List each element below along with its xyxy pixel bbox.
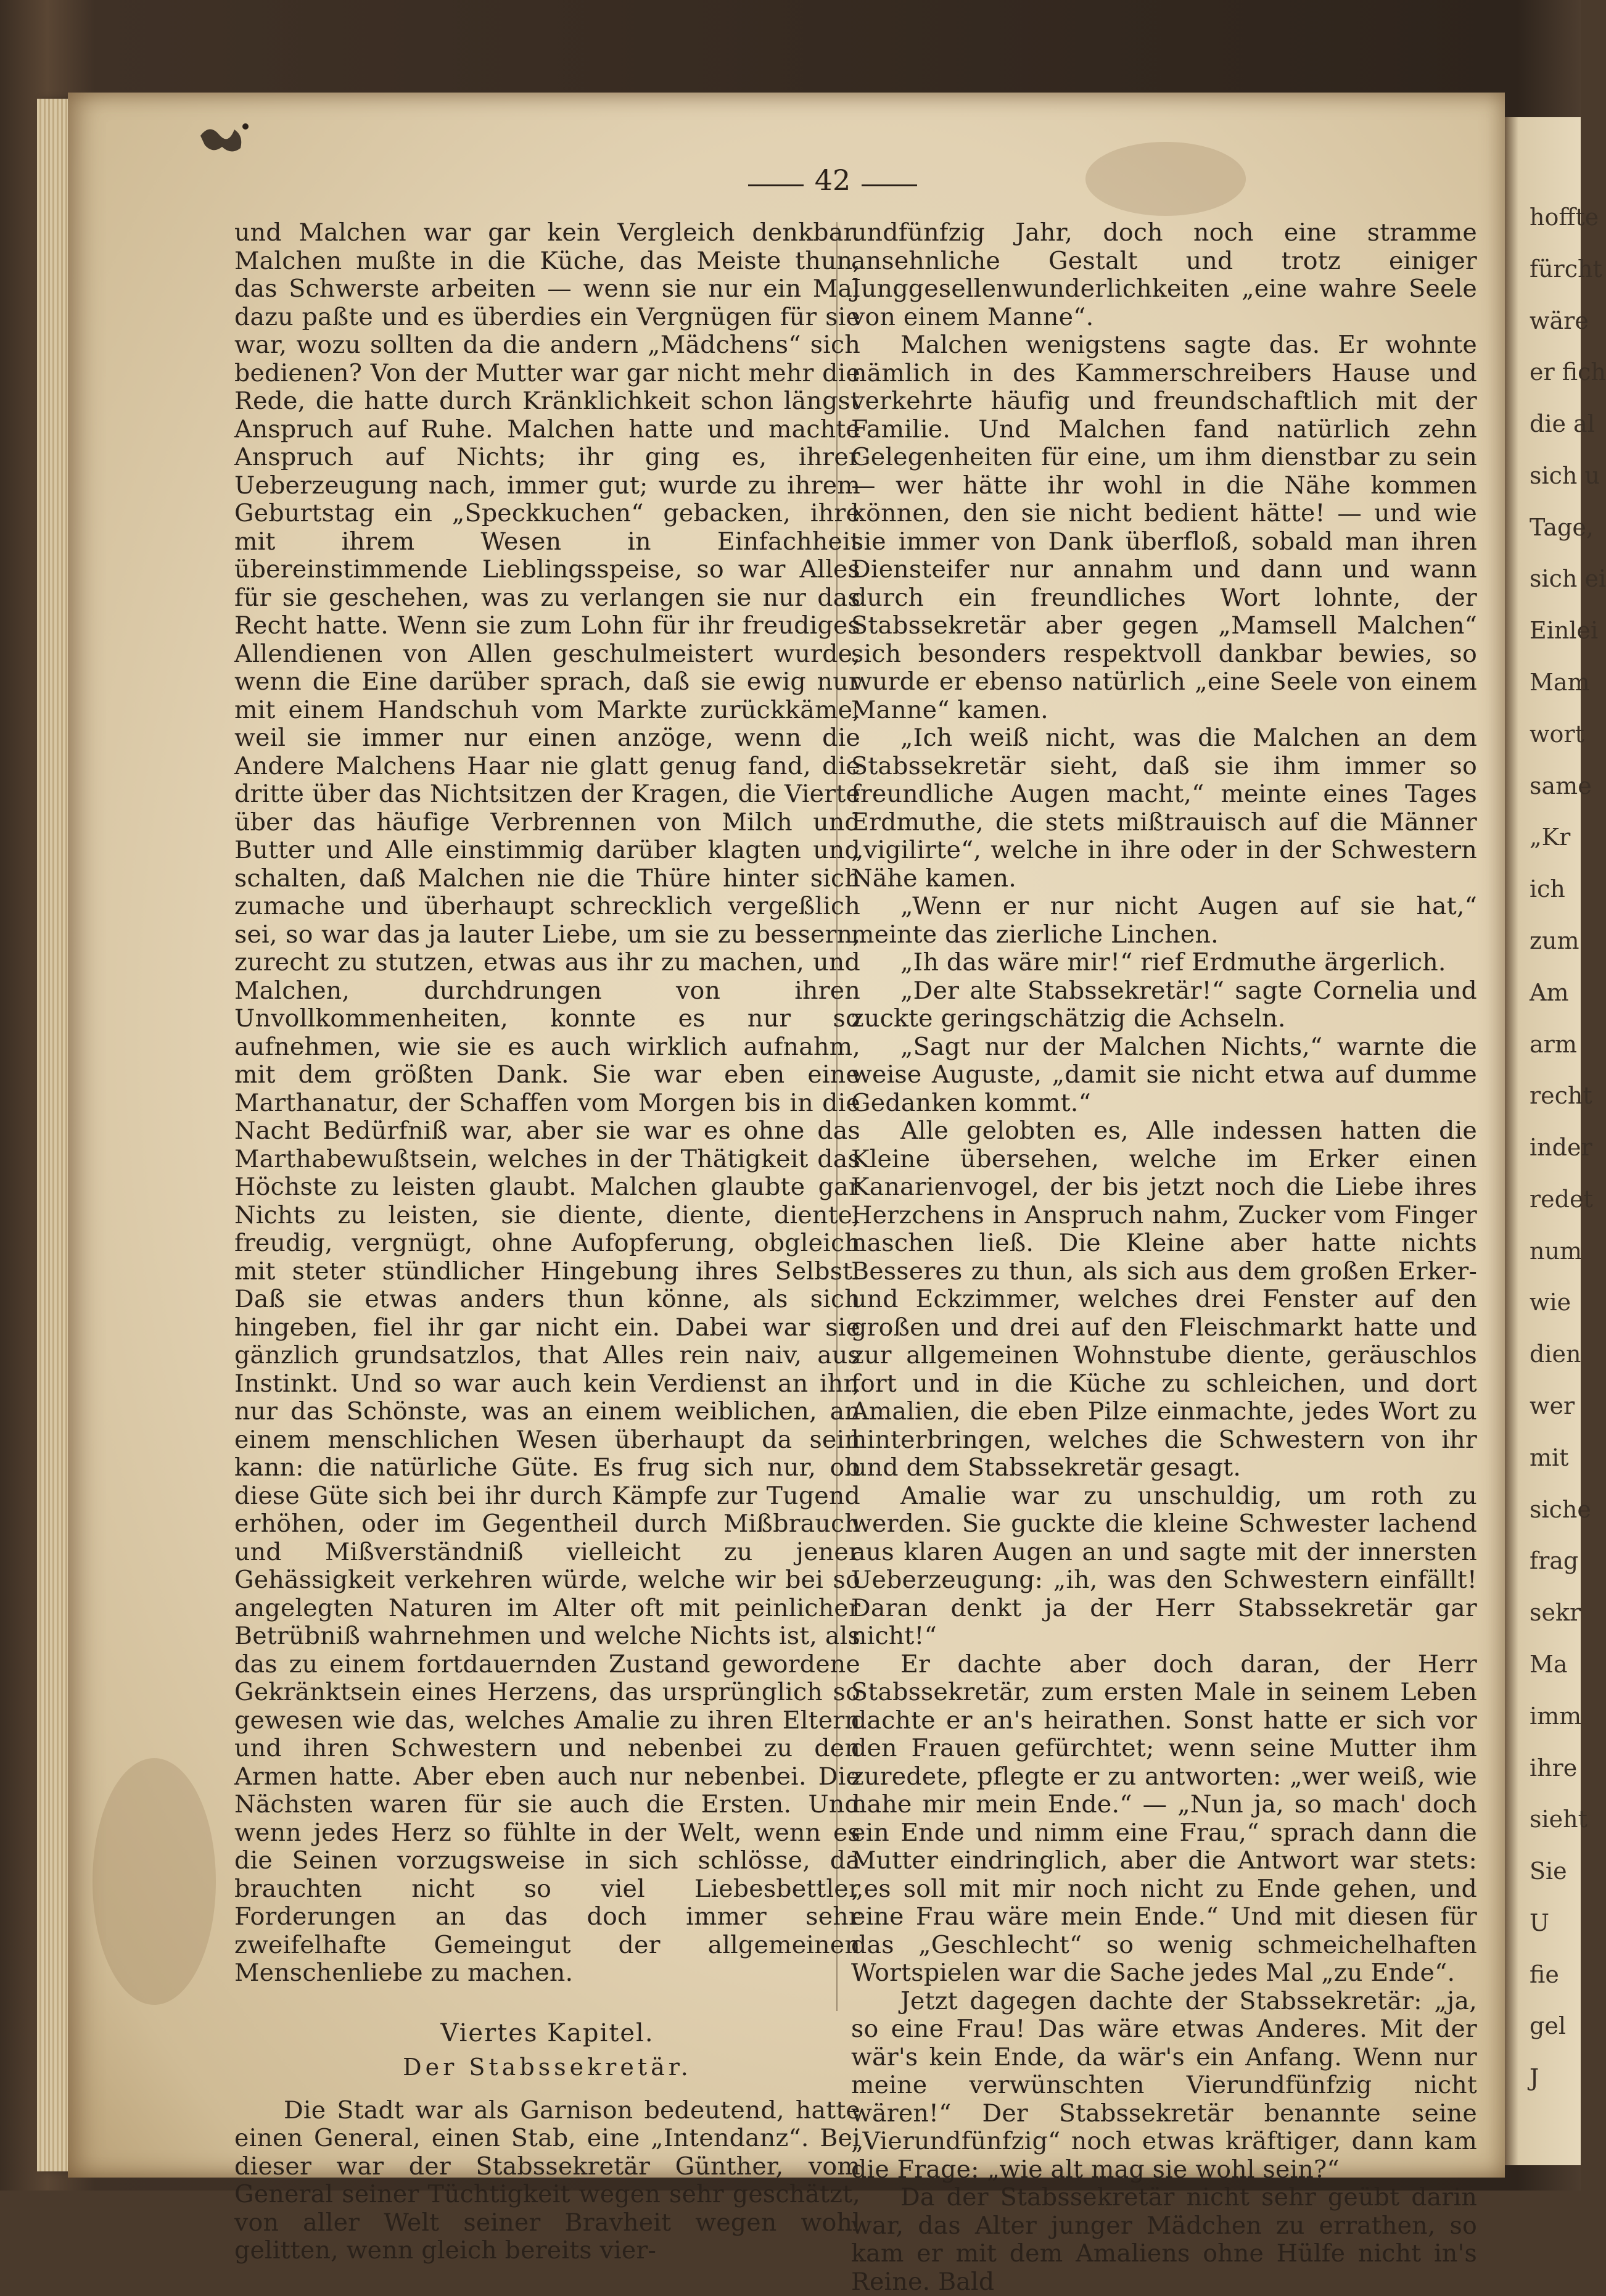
body-paragraph: undfünfzig Jahr, doch noch eine stramme ansehnliche Gestalt und trotz einiger Junggesellenwunderlichkeiten „eine wahre Seele von einem Manne“. xyxy=(851,218,1477,331)
next-page-fragment: frag xyxy=(1530,1547,1579,1575)
next-page-fragment: Einlei xyxy=(1530,617,1599,645)
body-paragraph: Jetzt dagegen dachte der Stabssekretär: „ja, so eine Frau! Das wäre etwas Anderes. Mit der wär's kein Ende, da wär's ein Anfang. Wenn nur meine verwünschten Vierundfünfzig nicht wären!“ Der Stabssekretär benannte seine „Vierundfünfzig“ noch etwas kräftiger, dann kam die Frage: „wie alt mag sie wohl sein?“ xyxy=(851,1986,1477,2184)
right-ornament xyxy=(862,184,917,186)
next-page-fragment: sieht xyxy=(1530,1806,1587,1833)
next-page-fragment: imm xyxy=(1530,1702,1582,1730)
next-page-fragment: Tage, xyxy=(1530,513,1594,541)
next-page-edge xyxy=(1505,117,1606,2165)
next-page-fragment: gel xyxy=(1530,2012,1566,2040)
next-page-fragment: die al xyxy=(1530,410,1595,438)
next-page-fragment: redet xyxy=(1530,1185,1593,1213)
page-header xyxy=(715,162,950,199)
ink-smudge-icon xyxy=(197,117,253,160)
next-page-fragment: wer xyxy=(1530,1392,1575,1420)
next-page-fragment: recht xyxy=(1530,1082,1592,1110)
body-paragraph: Da der Stabssekretär nicht sehr geübt darin war, das Alter junger Mädchen zu errathen, so kam er mit dem Amaliens ohne Hülfe nicht in's Reine. Bald xyxy=(851,2183,1477,2296)
next-page-fragment: mit xyxy=(1530,1443,1569,1471)
next-page-fragment: hoffte xyxy=(1530,204,1599,231)
next-page-fragment: Sie xyxy=(1530,1857,1567,1885)
next-page-fragment: „Kr xyxy=(1530,824,1571,851)
body-paragraph: „Ih das wäre mir!“ rief Erdmuthe ärgerlich. xyxy=(900,948,1446,977)
body-paragraph: und Malchen war gar kein Vergleich denkbar. Malchen mußte in die Küche, das Meiste thun, das Schwerste arbeiten — wenn sie nur ein Mal dazu paßte und es überdies ein Vergnügen für sie war, wozu sollten da die andern „Mädchens“ sich bedienen? Von der Mutter war gar nicht mehr die Rede, die hatte durch Kränklichkeit schon längst Anspruch auf Ruhe. Malchen hatte und machte Anspruch auf Nichts; ihr ging es, ihrer Ueberzeugung nach, immer gut; wurde zu ihrem Geburtstag ein „Speckkuchen“ gebacken, ihre mit ihrem Wesen in Einfachheit übereinstimmende Lieblingsspeise, so war Alles für sie geschehen, was zu verlangen sie nur das Recht hatte. Wenn sie zum Lohn für ihr freudiges Allendienen von Allen geschulmeistert wurde, wenn die Eine darüber sprach, daß sie ewig nur mit einem Handschuh vom Markte zurückkäme, weil sie immer nur einen anzöge, wenn die Andere Malchens Haar nie glatt genug fand, die dritte über das Nichtsitzen der Kragen, die Vierte über das häufige Verbrennen von Milch und Butter und Alle einstimmig darüber klagten und schalten, daß Malchen nie die Thüre hinter sich zumache und überhaupt schrecklich vergeßlich sei, so war das ja lauter Liebe, um sie zu bessern, zurecht zu stutzen, etwas aus ihr zu machen, und Malchen, durchdrungen von ihren Unvollkommenheiten, konnte es nur so aufnehmen, wie sie es auch wirklich aufnahm, mit dem größten Dank. Sie war eben eine Marthanatur, der Schaffen vom Morgen bis in die Nacht Bedürfniß war, aber sie war es ohne das Marthabewußtsein, welches in der Thätigkeit das Höchste zu leisten glaubt. Malchen glaubte gar Nichts zu leisten, sie diente, diente, diente, freudig, vergnügt, ohne Aufopferung, obgleich mit steter stündlicher Hingebung ihres Selbst. Daß sie etwas anders thun könne, als sich hingeben, fiel ihr gar nicht ein. Dabei war sie gänzlich grundsatzlos, that Alles rein naiv, aus Instinkt. Und so war auch kein Verdienst an ihr, nur das Schönste, was an einem weiblichen, an einem menschlichen Wesen überhaupt da sein kann: die natürliche Güte. Es frug sich nur, ob diese Güte sich bei ihr durch Kämpfe zur Tugend erhöhen, oder im Gegentheil durch Mißbrauch und Mißverständniß vielleicht zu jener Gehässigkeit verkehren würde, welche wir bei so angelegten Naturen im Alter oft mit peinlicher Betrübniß wahrnehmen und welche Nichts ist, als das zu einem fortdauernden Zustand gewordene Gekränktsein eines Herzens, das ursprünglich so gewesen wie das, welches Amalie zu ihren Eltern und ihren Schwestern und nebenbei zu den Armen hatte. Aber eben auch nur nebenbei. Die Nächsten waren für sie auch die Ersten. Und wenn jedes Herz so fühlte in der Welt, wenn es die Seinen vorzugsweise in sich schlösse, da brauchten nicht so viel Liebesbettler Forderungen an das doch immer sehr zweifelhafte Gemeingut der allgemeinen Menschenliebe zu machen. xyxy=(234,218,860,1987)
next-page-fragment: zum xyxy=(1530,927,1579,954)
next-page-fragment: same xyxy=(1530,772,1592,799)
left-column xyxy=(234,219,860,2265)
next-page-fragment: sich u xyxy=(1530,461,1600,489)
chapter-title: Viertes Kapitel. xyxy=(440,2018,654,2047)
next-page-fragment: sich ei xyxy=(1530,565,1606,593)
body-paragraph: „Wenn er nur nicht Augen auf sie hat,“ meinte das zierliche Linchen. xyxy=(851,892,1477,949)
body-paragraph: Er dachte aber doch daran, der Herr Stabssekretär, zum ersten Male in seinem Leben dachte er an's heirathen. Sonst hatte er sich vor den Frauen gefürchtet; wenn seine Mutter ihm zuredete, pflegte er zu antworten: „wer weiß, wie nahe mir mein Ende.“ — „Nun ja, so mach' doch ein Ende und nimm eine Frau,“ sprach dann die Mutter eindringlich, aber die Antwort war stets: „es soll mit mir noch nicht zu Ende gehen, und eine Frau wäre mein Ende.“ Und mit diesen für das „Geschlecht“ so wenig schmeichelhaften Wortspielen war die Sache jedes Mal „zu Ende“. xyxy=(851,1650,1477,1987)
left-ornament xyxy=(748,184,804,186)
body-paragraph: Die Stadt war als Garnison bedeutend, hatte einen General, einen Stab, eine „Intendanz“. Bei dieser war der Stabssekretär Günther, vom General seiner Tüchtigkeit wegen sehr geschätzt, von aller Welt seiner Bravheit wegen wohl gelitten, wenn gleich bereits vier- xyxy=(234,2096,860,2265)
body-paragraph: „Der alte Stabssekretär!“ sagte Cornelia und zuckte geringschätzig die Achseln. xyxy=(851,976,1477,1033)
paper-stain xyxy=(1085,142,1246,216)
right-column xyxy=(851,219,1477,2296)
next-page-fragment: Mam xyxy=(1530,669,1590,696)
next-page-fragment: sekr xyxy=(1530,1599,1581,1627)
next-page-fragment: num xyxy=(1530,1237,1582,1265)
chapter-subtitle: Der Stabssekretär. xyxy=(403,2054,692,2081)
body-paragraph: Malchen wenigstens sagte das. Er wohnte nämlich in des Kammerschreibers Hause und verkehrte häufig und freundschaftlich mit der Familie. Und Malchen fand natürlich zehn Gelegenheiten für eine, um ihm dienstbar zu sein — wer hätte ihr wohl in die Nähe kommen können, den sie nicht bedient hätte! — und wie sie immer von Dank überfloß, sobald man ihren Diensteifer nur annahm und dann und wann durch ein freundliches Wort lohnte, der Stabssekretär aber gegen „Mamsell Malchen“ sich besonders respektvoll dankbar bewies, so wurde er ebenso natürlich „eine Seele von einem Manne“ kamen. xyxy=(851,331,1477,724)
next-page-fragment: inder xyxy=(1530,1134,1592,1162)
body-paragraph: Alle gelobten es, Alle indessen hatten die Kleine übersehen, welche im Erker einen Kanarienvogel, der bis jetzt noch die Liebe ihres Herzchens in Anspruch nahm, Zucker vom Finger naschen ließ. Die Kleine aber hatte nichts Besseres zu thun, als sich aus dem großen Erker- und Eckzimmer, welches drei Fenster auf den großen und drei auf den Fleischmarkt hatte und zur allgemeinen Wohnstube diente, geräuschlos fort und in die Küche zu schleichen, und dort Amalien, die eben Pilze einmachte, jedes Wort zu hinterbringen, welches die Schwestern von ihr und dem Stabssekretär gesagt. xyxy=(851,1117,1477,1482)
next-page-fragment: wäre xyxy=(1530,307,1589,334)
next-page-fragment: U xyxy=(1530,1909,1550,1936)
next-page-fragment: fürcht xyxy=(1530,255,1602,283)
next-page-fragment: ihre xyxy=(1530,1754,1578,1782)
body-paragraph: „Sagt nur der Malchen Nichts,“ warnte die weise Auguste, „damit sie nicht etwa auf dumme Gedanken kommt.“ xyxy=(851,1032,1477,1117)
paper-stain xyxy=(93,1758,216,2005)
next-page-fragment: wort xyxy=(1530,720,1584,748)
next-page-fragment: Am xyxy=(1530,978,1569,1006)
next-page-fragment: siche xyxy=(1530,1495,1591,1523)
next-page-fragment: dien xyxy=(1530,1340,1581,1368)
next-page-fragment: wie xyxy=(1530,1289,1571,1316)
next-page-fragment: J xyxy=(1530,2064,1539,2092)
next-page-fragment: er fich xyxy=(1530,358,1606,386)
next-page-fragment: ich xyxy=(1530,875,1565,903)
body-paragraph: „Ich weiß nicht, was die Malchen an dem Stabssekretär sieht, daß sie ihm immer so freundliche Augen macht,“ meinte eines Tages Erdmuthe, die stets mißtrauisch auf die Männer „vigilirte“, welche in ihre oder in der Schwestern Nähe kamen. xyxy=(851,724,1477,893)
next-page-fragment: fie xyxy=(1530,1960,1559,1988)
body-paragraph: Amalie war zu unschuldig, um roth zu werden. Sie guckte die kleine Schwester lachend aus klaren Augen an und sagte mit der innersten Ueberzeugung: „ih, was den Schwestern einfällt! Daran denkt ja der Herr Stabssekretär gar nicht!“ xyxy=(851,1481,1477,1650)
next-page-fragment: arm xyxy=(1530,1030,1577,1058)
next-page-fragment: Ma xyxy=(1530,1650,1568,1678)
page-number: 42 xyxy=(814,163,851,197)
